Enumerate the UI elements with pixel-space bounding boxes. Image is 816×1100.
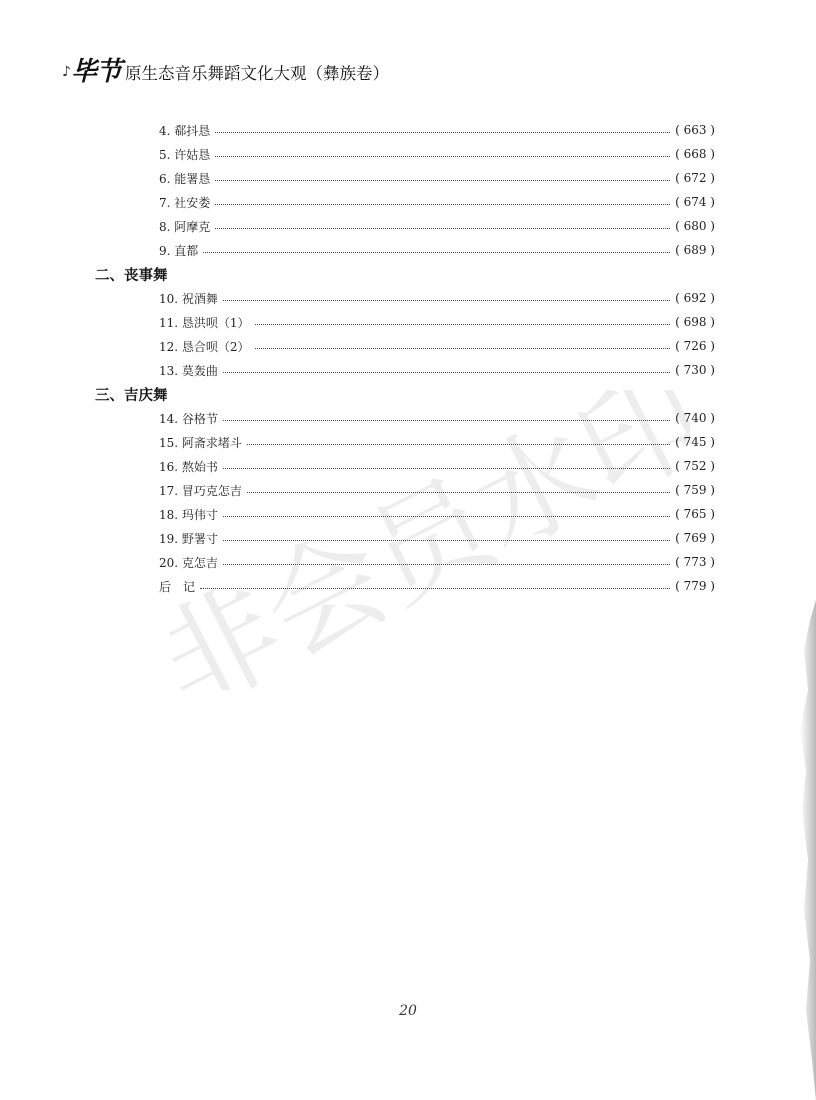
- dot-leader: [223, 515, 670, 517]
- toc-entry-page: ( 726 ): [675, 339, 715, 353]
- toc-entry-title: 17. 冒巧克怎吉: [159, 483, 242, 498]
- book-logo: [62, 58, 121, 86]
- page-number: 20: [399, 1003, 417, 1019]
- dot-leader: [203, 251, 670, 253]
- toc-section-heading: 二、丧事舞: [95, 267, 168, 284]
- toc-entry[interactable]: [159, 166, 715, 190]
- dot-leader: [223, 371, 670, 373]
- toc-entry-title: 11. 恳洪呗（1）: [159, 315, 250, 330]
- dot-leader: [255, 323, 671, 325]
- toc-entry[interactable]: [159, 334, 715, 358]
- toc-entry-page: ( 672 ): [675, 171, 715, 185]
- toc-entry-page: ( 668 ): [675, 147, 715, 161]
- dot-leader: [215, 131, 670, 133]
- toc-entry-title: 16. 熬始书: [159, 459, 218, 474]
- dot-leader: [247, 491, 670, 493]
- toc-entry-title: 8. 阿摩克: [159, 219, 211, 234]
- toc-entry-title: 14. 谷格节: [159, 411, 218, 426]
- toc-entry-page: ( 765 ): [675, 507, 715, 521]
- dot-leader: [215, 155, 670, 157]
- toc-entry-page: ( 779 ): [675, 579, 715, 593]
- toc-entry[interactable]: [159, 406, 715, 430]
- toc-entry-page: ( 663 ): [675, 123, 715, 137]
- book-title: 原生态音乐舞蹈文化大观（彝族卷）: [124, 64, 389, 83]
- dot-leader: [200, 587, 670, 589]
- toc-entry-page: ( 740 ): [675, 411, 715, 425]
- toc-entry-page: ( 698 ): [675, 315, 715, 329]
- toc-section-heading: 三、吉庆舞: [95, 387, 168, 404]
- side-decoration: [796, 600, 816, 1100]
- toc-entry[interactable]: [159, 454, 715, 478]
- music-notes-icon: ♪: [62, 64, 70, 80]
- logo-text: 毕节: [70, 57, 121, 87]
- toc-entry[interactable]: [159, 118, 715, 142]
- dot-leader: [215, 227, 670, 229]
- toc-entry-title: 后 记: [159, 579, 196, 594]
- toc-entry-title: 20. 克怎吉: [159, 555, 218, 570]
- toc-entry-page: ( 769 ): [675, 531, 715, 545]
- toc-entry-page: ( 680 ): [675, 219, 715, 233]
- dot-leader: [215, 203, 670, 205]
- page-header: [62, 50, 389, 86]
- toc-entry-title: 9. 直都: [159, 243, 199, 258]
- toc-entry-title: 6. 能署恳: [159, 171, 211, 186]
- toc-entry-title: 13. 莫轰曲: [159, 363, 218, 378]
- toc-entry[interactable]: [159, 214, 715, 238]
- toc-entry-title: 7. 社安娄: [159, 195, 211, 210]
- toc-entry-page: ( 689 ): [675, 243, 715, 257]
- dot-leader: [247, 443, 670, 445]
- dot-leader: [223, 563, 670, 565]
- toc-entry-page: ( 752 ): [675, 459, 715, 473]
- dot-leader: [255, 347, 671, 349]
- dot-leader: [215, 179, 670, 181]
- toc-entry[interactable]: [159, 430, 715, 454]
- dot-leader: [223, 299, 670, 301]
- toc-entry-page: ( 692 ): [675, 291, 715, 305]
- toc-entry[interactable]: [159, 238, 715, 262]
- toc-entry-page: ( 759 ): [675, 483, 715, 497]
- toc-entry[interactable]: [159, 550, 715, 574]
- toc-entry[interactable]: [159, 502, 715, 526]
- dot-leader: [223, 419, 670, 421]
- toc-entry[interactable]: [159, 478, 715, 502]
- toc-entry[interactable]: [159, 310, 715, 334]
- toc-entry-page: ( 730 ): [675, 363, 715, 377]
- toc-entry-title: 12. 恳合呗（2）: [159, 339, 250, 354]
- watermark-text: 非会员水印: [170, 390, 690, 690]
- toc-entry-title: 10. 祝酒舞: [159, 291, 218, 306]
- toc-entry-title: 18. 玛伟寸: [159, 507, 218, 522]
- toc-entry[interactable]: [159, 574, 715, 598]
- toc-entry[interactable]: [159, 190, 715, 214]
- toc-entry-page: ( 674 ): [675, 195, 715, 209]
- toc-entry-page: ( 745 ): [675, 435, 715, 449]
- toc-entry[interactable]: [159, 286, 715, 310]
- toc-entry[interactable]: [159, 142, 715, 166]
- toc-entry-title: 19. 野署寸: [159, 531, 218, 546]
- toc-entry[interactable]: [159, 526, 715, 550]
- toc-entry-title: 5. 许姑恳: [159, 147, 211, 162]
- dot-leader: [223, 467, 670, 469]
- toc-entry-title: 15. 阿斋求堵斗: [159, 435, 242, 450]
- toc-entry[interactable]: [159, 358, 715, 382]
- dot-leader: [223, 539, 670, 541]
- toc-entry-page: ( 773 ): [675, 555, 715, 569]
- toc-entry-title: 4. 郗抖恳: [159, 123, 211, 138]
